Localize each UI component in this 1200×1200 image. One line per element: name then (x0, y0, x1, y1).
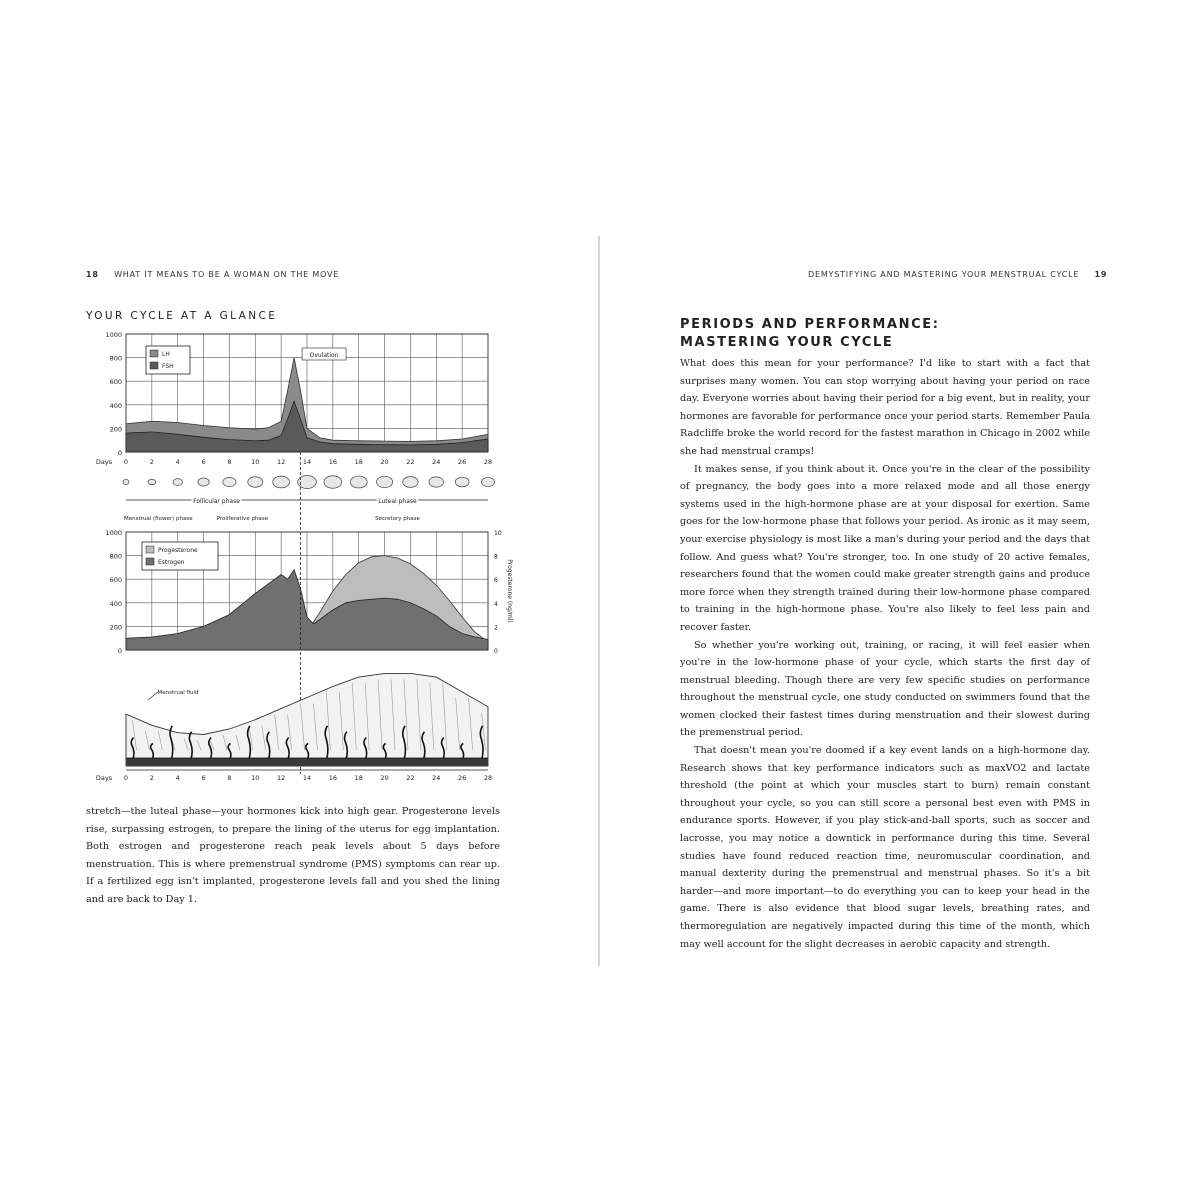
panel2-y-tick-label: 200 (109, 623, 122, 632)
panel2-y2-tick-label: 4 (494, 600, 498, 608)
follicle-drawing (223, 477, 236, 486)
panel1-x-tick-label: 14 (302, 458, 312, 466)
panel3-x-tick-label: 20 (380, 774, 389, 782)
estrogen-legend-swatch (146, 558, 154, 565)
panel1-x-tick-label: 6 (201, 458, 206, 466)
follicle-drawing (173, 479, 183, 486)
follicle-drawing (482, 477, 495, 486)
panel1-x-tick-label: 24 (432, 458, 441, 466)
panel3-x-tick-label: 26 (458, 774, 467, 782)
panel1-x-tick-label: 16 (328, 458, 337, 466)
lh-legend-swatch (150, 350, 158, 357)
panel3-x-tick-label: 14 (302, 774, 312, 782)
body-paragraph: What does this mean for your performance? I'd like to start with a fact that surprises many women. You can stop worrying about having your period on race day. Everyone worries about having their period for a big event, but in reality, your hormones are favorable for performance once your period starts. Remember Paula Radcliffe broke the world record for the fastest marathon in Chicago in 2002 while she had menstrual cramps! (680, 358, 1090, 457)
follicle-drawing (376, 476, 392, 487)
panel2-y2-tick-label: 2 (494, 624, 498, 632)
section-title-line-1: PERIODS AND PERFORMANCE: (680, 317, 940, 332)
luteal-phase-label: Luteal phase (378, 498, 417, 505)
panel3-x-tick-label: 2 (149, 774, 154, 782)
panel1-x-tick-label: 0 (123, 458, 129, 466)
panel1-y-tick-label: 200 (109, 425, 122, 434)
panel2-y-tick-label: 0 (117, 647, 122, 655)
panel3-x-tick-label: 28 (483, 774, 493, 782)
panel3-x-tick-label: 18 (354, 774, 363, 782)
panel2-y2-tick-label: 10 (494, 530, 502, 537)
panel1-x-tick-label: 4 (175, 458, 180, 466)
panel1-x-tick-label: 2 (149, 458, 154, 466)
body-paragraph: That doesn't mean you're doomed if a key event lands on a high-hormone day. Research shows that key performance indicators such as maxVO2 and lactate threshold (the point at which your muscles start to burn) remain constant throughout your cycle, so you can still score a personal best even with PMS in endurance sports. However, if you play stick-and-ball sports, such as soccer and lacrosse, you may notice a downtick in performance during this time. Several studies have found reduced reaction time, neuromuscular coordination, and manual dexterity during the premenstrual and menstrual phases. So it's a bit harder—and more important—to do everything you can to keep your head in the game. There is also evidence that blood sugar levels, breathing rates, and thermoregulation are negatively impacted during this time of the month, which may well account for the slight decreases in aerobic capacity and strength. (680, 745, 1090, 950)
left-running-head (86, 270, 339, 279)
panel3-x-tick-label: 8 (227, 774, 232, 782)
panel1-x-tick-label: 12 (277, 458, 286, 466)
right-running-head (808, 270, 1107, 279)
panel1-x-tick-label: 20 (380, 458, 389, 466)
panel3-x-tick-label: 16 (328, 774, 337, 782)
panel1-x-tick-label: 28 (483, 458, 493, 466)
panel3-x-tick-label: 10 (251, 774, 260, 782)
section-title-line-2: MASTERING YOUR CYCLE (680, 335, 894, 350)
panel3-x-tick-label: 22 (406, 774, 415, 782)
follicle-drawing (248, 477, 263, 488)
section-title (680, 316, 940, 352)
panel3-x-tick-label: 4 (175, 774, 180, 782)
fsh-legend-label: FSH (162, 363, 174, 370)
right-body-text (680, 355, 1090, 953)
fsh-legend-swatch (150, 362, 158, 369)
follicle-drawing (429, 477, 444, 487)
panel1-x-tick-label: 18 (354, 458, 363, 466)
panel3-x-tick-label: 0 (123, 774, 129, 782)
follicle-drawing (455, 477, 469, 487)
left-page (0, 0, 598, 1200)
panel3-x-tick-label: 24 (432, 774, 441, 782)
follicle-drawing (273, 476, 290, 488)
panel2-y-tick-label: 600 (109, 576, 122, 585)
progesterone-legend-label: Progesterone (158, 547, 198, 554)
menstrual-fluid-pointer (148, 692, 158, 700)
follicular-phase-label: Follicular phase (193, 498, 240, 505)
panel1-y-tick-label: 400 (109, 401, 122, 410)
estrogen-legend-label: Estrogen (158, 559, 185, 566)
right-page-number: 19 (1094, 270, 1108, 279)
follicle-drawing (350, 476, 367, 488)
endometrium-area (126, 673, 488, 766)
lh-legend-label: LH (162, 351, 170, 358)
left-body-paragraph: stretch—the luteal phase—your hormones kick into high gear. Progesterone levels rise, surpassing estrogen, to prepare the lining of the uterus for egg implantation. Both estrogen and progesterone reach peak levels about 5 days before menstruation. This is where premenstrual syndrome (PMS) symptoms can rear up. If a fertilized egg isn't implanted, progesterone levels fall and you shed the lining and are back to Day 1. (86, 806, 500, 905)
left-running-head-text: WHAT IT MEANS TO BE A WOMAN ON THE MOVE (114, 270, 340, 279)
follicle-drawing (403, 477, 418, 488)
panel1-y-tick-label: 0 (117, 449, 122, 457)
left-page-number: 18 (86, 270, 99, 279)
book-gutter (598, 236, 600, 966)
progesterone-legend-swatch (146, 546, 154, 553)
panel2-y2-tick-label: 0 (494, 648, 498, 655)
panel3-x-tick-label: 6 (201, 774, 206, 782)
panel1-x-axis-label: Days (95, 458, 113, 466)
panel2-y2-tick-label: 6 (494, 577, 498, 585)
follicle-drawing (324, 476, 342, 488)
ovulation-label: Ovulation (309, 352, 339, 359)
proliferative-phase-label: Proliferative phase (216, 516, 269, 522)
panel1-x-tick-label: 26 (458, 458, 467, 466)
left-body-text (86, 803, 500, 909)
panel2-y2-tick-label: 8 (494, 553, 498, 561)
panel2-y-tick-label: 400 (109, 599, 122, 608)
panel1-y-tick-label: 600 (109, 378, 122, 387)
panel2-y-tick-label: 800 (109, 552, 122, 561)
panel2-y-tick-label: 1000 (105, 529, 122, 537)
figure-title: YOUR CYCLE AT A GLANCE (86, 310, 278, 322)
panel1-y-tick-label: 1000 (105, 331, 122, 339)
cycle-chart (86, 326, 513, 786)
panel3-x-tick-label: 12 (277, 774, 286, 782)
secretory-phase-label: Secretory phase (375, 516, 420, 522)
panel3-x-axis-label: Days (95, 774, 113, 782)
menstrual-fluid-label: Menstrual fluid (157, 690, 199, 696)
panel1-y-tick-label: 800 (109, 354, 122, 363)
panel1-x-tick-label: 10 (251, 458, 260, 466)
follicle-drawing (148, 479, 156, 484)
panel2-y2-axis-label: Progesterone (ng/ml) (506, 559, 513, 623)
body-paragraph: It makes sense, if you think about it. Once you're in the clear of the possibility of pregnancy, the body goes into a more relaxed mode and all those energy systems used in the high-hormone phase are at your disposal for exertion. Same goes for the low-hormone phase that follows your period. As ironic as it may seem, your exercise physiology is most like a man's during your period and the days that follow. And guess what? You're stronger, too. In one study of 20 active females, researchers found that the women could make greater strength gains and produce more force when they strength trained during their low-hormone phase compared to training in the high-hormone phase. You're also likely to feel less pain and recover faster. (680, 463, 1090, 633)
basal-layer-band (126, 758, 488, 766)
follicle-drawing (123, 480, 129, 485)
follicle-drawing (198, 478, 209, 486)
panel1-x-tick-label: 22 (406, 458, 415, 466)
panel1-x-tick-label: 8 (227, 458, 232, 466)
menstrual-phase-label: Menstrual (flower) phase (124, 516, 193, 522)
right-running-head-text: DEMYSTIFYING AND MASTERING YOUR MENSTRUAL CYCLE (808, 270, 1080, 279)
body-paragraph: So whether you're working out, training, or racing, it will feel easier when you're in the low-hormone phase of your cycle, which starts the first day of menstrual bleeding. Though there are very few specific studies on performance throughout the menstrual cycle, one study conducted on swimmers found that the women clocked their fastest times during menstruation and their slowest during the premenstrual period. (680, 639, 1090, 739)
